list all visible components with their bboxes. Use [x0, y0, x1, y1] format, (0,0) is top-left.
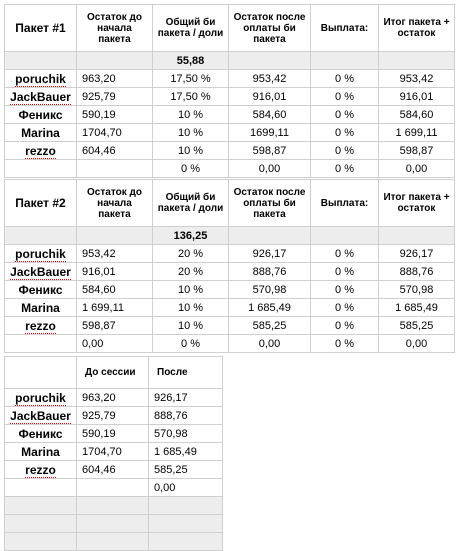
balance-before: [77, 515, 149, 533]
table-row: [5, 281, 455, 299]
balance-before: [77, 479, 149, 497]
table-row: [5, 425, 223, 443]
empty-cell: [5, 357, 77, 389]
payout: 0 %: [311, 263, 379, 281]
header-start-balance: Остаток до начала пакета: [77, 5, 153, 52]
header-payout: Выплата:: [311, 180, 379, 227]
player-name: [5, 142, 77, 160]
table-row: [5, 389, 223, 407]
player-name-text: poruchik: [15, 246, 66, 261]
player-name: [5, 533, 77, 551]
bi-share: 10 %: [153, 299, 229, 317]
bi-share: 10 %: [153, 124, 229, 142]
balance-before: 604,46: [77, 461, 149, 479]
table-row: [5, 407, 223, 425]
player-name: [5, 407, 77, 425]
packet-sum: 55,88: [153, 52, 229, 70]
payout: 0 %: [311, 142, 379, 160]
player-name: [5, 70, 77, 88]
balance-after: 926,17: [149, 389, 223, 407]
bi-share: 10 %: [153, 281, 229, 299]
balance-before: [77, 533, 149, 551]
player-name-text: poruchik: [15, 390, 66, 405]
packet-title: Пакет #2: [5, 180, 77, 227]
table-row: [5, 533, 223, 551]
balance-after: 0,00: [149, 479, 223, 497]
summary-rows: [5, 389, 223, 551]
summary-table: [4, 356, 223, 551]
start-balance: 584,60: [77, 281, 153, 299]
balance-after: 584,60: [229, 106, 311, 124]
payout: 0 %: [311, 88, 379, 106]
header-total: Итог пакета + остаток: [379, 180, 455, 227]
table-row: [5, 124, 455, 142]
player-name: [5, 160, 77, 178]
player-name: [5, 497, 77, 515]
start-balance: 916,01: [77, 263, 153, 281]
player-name-text: rezzo: [25, 143, 56, 158]
start-balance: 925,79: [77, 88, 153, 106]
packet-2-rows: [5, 245, 455, 353]
total: 585,25: [379, 317, 455, 335]
packet-1-table: [4, 4, 455, 178]
balance-before: 1704,70: [77, 443, 149, 461]
balance-after: [149, 515, 223, 533]
empty-cell: [5, 227, 77, 245]
balance-after: 570,98: [229, 281, 311, 299]
table-row: [5, 317, 455, 335]
bi-share: 0 %: [153, 335, 229, 353]
player-name-text: JackBauer: [10, 264, 71, 279]
payout: 0 %: [311, 317, 379, 335]
total: 570,98: [379, 281, 455, 299]
empty-cell: [311, 52, 379, 70]
balance-before: [77, 497, 149, 515]
header-balance-after: Остаток после оплаты би пакета: [229, 180, 311, 227]
payout: 0 %: [311, 160, 379, 178]
table-row: [5, 88, 455, 106]
balance-before: 925,79: [77, 407, 149, 425]
balance-after: 598,87: [229, 142, 311, 160]
table-row: [5, 479, 223, 497]
packet-1-rows: [5, 70, 455, 178]
table-row: [5, 263, 455, 281]
table-row: [5, 461, 223, 479]
header-balance-after: Остаток после оплаты би пакета: [229, 5, 311, 52]
player-name: Marina: [5, 443, 77, 461]
player-name-text: rezzo: [25, 318, 56, 333]
player-name: [5, 515, 77, 533]
total: 916,01: [379, 88, 455, 106]
start-balance: 590,19: [77, 106, 153, 124]
start-balance: 0,00: [77, 335, 153, 353]
table-row: [5, 142, 455, 160]
total: 888,76: [379, 263, 455, 281]
balance-after: 888,76: [229, 263, 311, 281]
player-name: [5, 335, 77, 353]
payout: 0 %: [311, 245, 379, 263]
total: 926,17: [379, 245, 455, 263]
balance-after: 585,25: [149, 461, 223, 479]
header-total: Итог пакета + остаток: [379, 5, 455, 52]
payout: 0 %: [311, 70, 379, 88]
balance-after: [149, 533, 223, 551]
payout: 0 %: [311, 106, 379, 124]
start-balance: 953,42: [77, 245, 153, 263]
player-name: [5, 88, 77, 106]
balance-after: 916,01: [229, 88, 311, 106]
table-row: [5, 70, 455, 88]
payout: 0 %: [311, 281, 379, 299]
table-row: [5, 245, 455, 263]
balance-before: 963,20: [77, 389, 149, 407]
start-balance: 963,20: [77, 70, 153, 88]
empty-cell: [229, 52, 311, 70]
header-payout: Выплата:: [311, 5, 379, 52]
total: 0,00: [379, 335, 455, 353]
start-balance: 1704,70: [77, 124, 153, 142]
player-name: [5, 461, 77, 479]
empty-cell: [379, 52, 455, 70]
payout: 0 %: [311, 124, 379, 142]
balance-after: 1 685,49: [149, 443, 223, 461]
bi-share: 20 %: [153, 245, 229, 263]
bi-share: 10 %: [153, 317, 229, 335]
player-name-text: rezzo: [25, 462, 56, 477]
player-name: Феникс: [5, 281, 77, 299]
packet-title: Пакет #1: [5, 5, 77, 52]
packet-2-table: [4, 179, 455, 353]
packet-sum: 136,25: [153, 227, 229, 245]
header-start-balance: Остаток до начала пакета: [77, 180, 153, 227]
payout: 0 %: [311, 299, 379, 317]
bi-share: 0 %: [153, 160, 229, 178]
player-name: Marina: [5, 124, 77, 142]
start-balance: 598,87: [77, 317, 153, 335]
table-row: [5, 335, 455, 353]
table-row: [5, 160, 455, 178]
payout: 0 %: [311, 335, 379, 353]
player-name-text: poruchik: [15, 71, 66, 86]
header-total-bi: Общий би пакета / доли: [153, 5, 229, 52]
balance-after: 1 685,49: [229, 299, 311, 317]
bi-share: 17,50 %: [153, 70, 229, 88]
bi-share: 20 %: [153, 263, 229, 281]
start-balance: 604,46: [77, 142, 153, 160]
balance-before: 590,19: [77, 425, 149, 443]
start-balance: [77, 160, 153, 178]
empty-cell: [229, 227, 311, 245]
total: 1 685,49: [379, 299, 455, 317]
table-row: [5, 515, 223, 533]
balance-after: 888,76: [149, 407, 223, 425]
table-row: [5, 497, 223, 515]
total: 1 699,11: [379, 124, 455, 142]
empty-cell: [5, 52, 77, 70]
bi-share: 10 %: [153, 142, 229, 160]
empty-cell: [379, 227, 455, 245]
player-name: Феникс: [5, 106, 77, 124]
balance-after: 953,42: [229, 70, 311, 88]
empty-cell: [77, 52, 153, 70]
total: 0,00: [379, 160, 455, 178]
start-balance: 1 699,11: [77, 299, 153, 317]
header-after-session: После: [149, 357, 223, 389]
balance-after: 570,98: [149, 425, 223, 443]
player-name: [5, 317, 77, 335]
balance-after: [149, 497, 223, 515]
balance-after: 926,17: [229, 245, 311, 263]
empty-cell: [311, 227, 379, 245]
balance-after: 1699,11: [229, 124, 311, 142]
bi-share: 10 %: [153, 106, 229, 124]
player-name: [5, 479, 77, 497]
total: 953,42: [379, 70, 455, 88]
total: 598,87: [379, 142, 455, 160]
player-name: [5, 389, 77, 407]
header-total-bi: Общий би пакета / доли: [153, 180, 229, 227]
header-before-session: До сессии: [77, 357, 149, 389]
balance-after: 0,00: [229, 335, 311, 353]
player-name: Феникс: [5, 425, 77, 443]
bi-share: 17,50 %: [153, 88, 229, 106]
player-name: [5, 245, 77, 263]
player-name: [5, 263, 77, 281]
player-name-text: JackBauer: [10, 89, 71, 104]
empty-cell: [77, 227, 153, 245]
balance-after: 0,00: [229, 160, 311, 178]
balance-after: 585,25: [229, 317, 311, 335]
table-row: [5, 106, 455, 124]
table-row: [5, 443, 223, 461]
table-row: [5, 299, 455, 317]
total: 584,60: [379, 106, 455, 124]
player-name-text: JackBauer: [10, 408, 71, 423]
player-name: Marina: [5, 299, 77, 317]
